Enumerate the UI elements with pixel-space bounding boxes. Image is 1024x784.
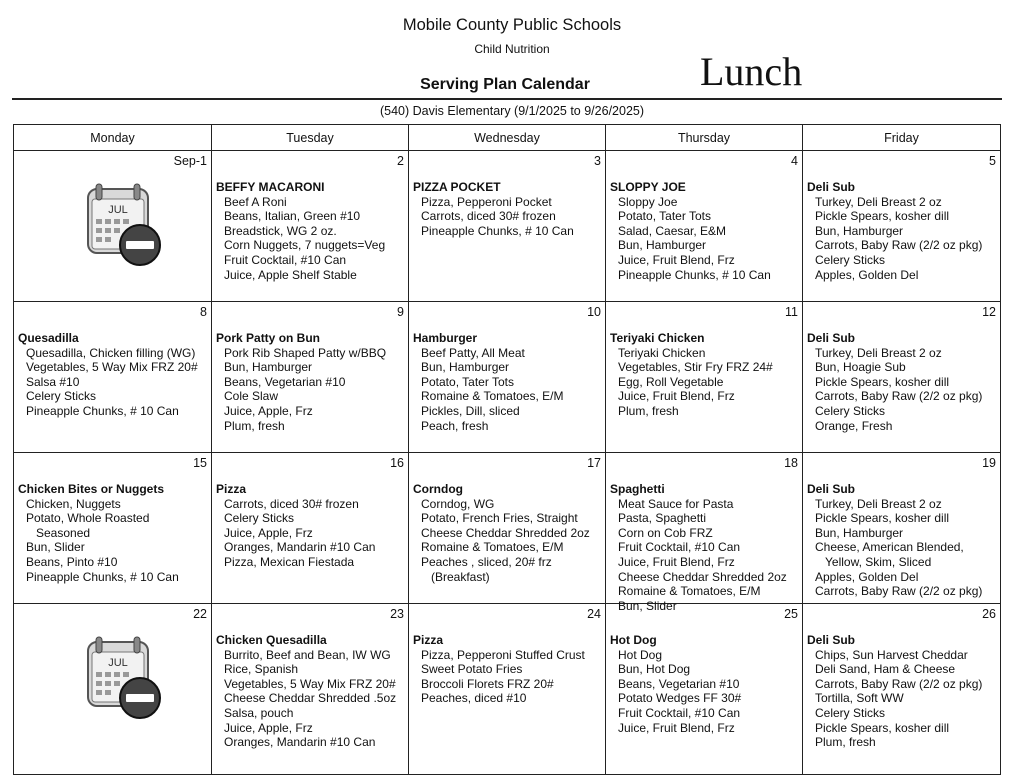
menu-item: Apples, Golden Del — [815, 569, 919, 584]
menu-item: Juice, Fruit Blend, Frz — [618, 252, 735, 267]
entree-title: Corndog — [413, 482, 463, 496]
menu-item-list — [610, 346, 798, 419]
menu-item: Bun, Hamburger — [224, 360, 313, 375]
entree-title: Deli Sub — [807, 180, 856, 194]
date-number: Sep-1 — [173, 154, 207, 168]
date-number: 9 — [397, 305, 404, 319]
menu-item-list — [807, 195, 996, 283]
day-cell — [803, 604, 1000, 774]
menu-item: Pickles, Dill, sliced — [421, 403, 520, 418]
day-cell — [409, 302, 606, 453]
entree-title: Pizza — [216, 482, 247, 496]
menu-item-list — [18, 346, 207, 419]
menu-item: Beans, Italian, Green #10 — [224, 209, 361, 224]
menu-item: Peach, fresh — [421, 418, 489, 433]
menu-item: Romaine & Tomatoes, E/M — [421, 540, 564, 555]
menu-item: Cheese, American Blended, — [815, 540, 964, 555]
organization-name: Mobile County Public Schools — [402, 16, 622, 34]
menu-item: Bun, Hamburger — [815, 223, 904, 238]
menu-item-list — [807, 648, 996, 750]
day-cell — [803, 453, 1000, 604]
svg-text:JUL: JUL — [108, 204, 128, 216]
no-school-calendar-icon — [78, 179, 168, 269]
menu-item: Breadstick, WG 2 oz. — [224, 223, 337, 238]
date-number: 16 — [390, 456, 404, 470]
menu-item: Plum, fresh — [618, 403, 679, 418]
menu-item: Egg, Roll Vegetable — [618, 374, 724, 389]
date-number: 4 — [791, 154, 798, 168]
menu-item-list — [807, 497, 996, 599]
menu-item: Teriyaki Chicken — [618, 345, 706, 360]
date-number: 19 — [982, 456, 996, 470]
menu-item: Juice, Fruit Blend, Frz — [618, 389, 735, 404]
day-header-thursday: Thursday — [606, 125, 803, 151]
menu-item: Bun, Hamburger — [618, 238, 707, 253]
date-number: 23 — [390, 607, 404, 621]
menu-item: Corn Nuggets, 7 nuggets=Veg — [224, 238, 386, 253]
entree-title: Hamburger — [413, 331, 478, 345]
day-cell — [14, 453, 212, 604]
date-number: 25 — [784, 607, 798, 621]
menu-item: Hot Dog — [618, 647, 663, 662]
menu-item: Broccoli Florets FRZ 20# — [421, 676, 554, 691]
menu-item: Bun, Slider — [26, 540, 85, 555]
menu-item-list — [610, 195, 798, 283]
menu-item: Apples, Golden Del — [815, 267, 919, 282]
entree-title: Quesadilla — [18, 331, 79, 345]
menu-item: Corndog, WG — [421, 496, 495, 511]
menu-item: Pineapple Chunks, # 10 Can — [26, 403, 179, 418]
date-number: 12 — [982, 305, 996, 319]
menu-item: Juice, Apple, Frz — [224, 525, 313, 540]
menu-item-list — [216, 346, 404, 434]
entree-title: Deli Sub — [807, 482, 856, 496]
day-header-wednesday: Wednesday — [409, 125, 606, 151]
entree-title: Pizza — [413, 633, 444, 647]
menu-item: Carrots, Baby Raw (2/2 oz pkg) — [815, 584, 983, 599]
menu-item: Bun, Slider — [618, 598, 677, 613]
menu-item: Pizza, Pepperoni Stuffed Crust — [421, 647, 585, 662]
day-cell — [409, 604, 606, 774]
menu-item: Tortilla, Soft WW — [815, 691, 904, 706]
menu-item: Bun, Hoagie Sub — [815, 360, 906, 375]
day-cell — [212, 151, 409, 302]
menu-item: Carrots, Baby Raw (2/2 oz pkg) — [815, 389, 983, 404]
menu-item: Pasta, Spaghetti — [618, 511, 707, 526]
menu-item: Salad, Caesar, E&M — [618, 223, 727, 238]
svg-text:JUL: JUL — [108, 657, 128, 669]
menu-item: Pork Rib Shaped Patty w/BBQ — [224, 345, 387, 360]
page-title: Serving Plan Calendar — [420, 76, 590, 93]
entree-title: Deli Sub — [807, 633, 856, 647]
date-number: 26 — [982, 607, 996, 621]
menu-item: Pizza, Mexican Fiestada — [224, 554, 355, 569]
department-name: Child Nutrition — [474, 42, 550, 56]
menu-item: Celery Sticks — [224, 511, 295, 526]
menu-item: Carrots, diced 30# frozen — [224, 496, 359, 511]
menu-item: Plum, fresh — [224, 418, 285, 433]
entree-title: Chicken Quesadilla — [216, 633, 327, 647]
menu-item: Quesadilla, Chicken filling (WG) — [26, 345, 196, 360]
day-cell — [803, 151, 1000, 302]
day-cell — [212, 302, 409, 453]
date-number: 15 — [193, 456, 207, 470]
menu-item: Chips, Sun Harvest Cheddar — [815, 647, 968, 662]
menu-item: Celery Sticks — [815, 403, 886, 418]
entree-title: Hot Dog — [610, 633, 657, 647]
date-number: 18 — [784, 456, 798, 470]
menu-item: Pickle Spears, kosher dill — [815, 720, 950, 735]
day-cell — [606, 302, 803, 453]
menu-item: Vegetables, Stir Fry FRZ 24# — [618, 360, 773, 375]
menu-item-list — [216, 497, 404, 570]
menu-item: Turkey, Deli Breast 2 oz — [815, 345, 942, 360]
menu-item: Turkey, Deli Breast 2 oz — [815, 496, 942, 511]
menu-item: Salsa #10 — [26, 374, 80, 389]
entree-title: PIZZA POCKET — [413, 180, 501, 194]
menu-item: Carrots, Baby Raw (2/2 oz pkg) — [815, 238, 983, 253]
menu-item: Rice, Spanish — [224, 662, 299, 677]
menu-item: Potato, Tater Tots — [421, 374, 514, 389]
menu-item: Salsa, pouch — [224, 705, 294, 720]
menu-item: Potato, French Fries, Straight — [421, 511, 578, 526]
menu-item: Beans, Vegetarian #10 — [618, 676, 740, 691]
menu-item: Juice, Apple, Frz — [224, 720, 313, 735]
day-cell — [212, 453, 409, 604]
day-cell — [212, 604, 409, 774]
date-number: 8 — [200, 305, 207, 319]
entree-title: SLOPPY JOE — [610, 180, 686, 194]
day-cell — [409, 151, 606, 302]
day-cell — [606, 604, 803, 774]
menu-item-list — [18, 497, 207, 585]
day-header-monday: Monday — [14, 125, 212, 151]
menu-item: Carrots, Baby Raw (2/2 oz pkg) — [815, 676, 983, 691]
menu-item: Romaine & Tomatoes, E/M — [421, 389, 564, 404]
menu-item: Potato, Tater Tots — [618, 209, 711, 224]
menu-item: Pizza, Pepperoni Pocket — [421, 194, 552, 209]
menu-item: Turkey, Deli Breast 2 oz — [815, 194, 942, 209]
menu-item: Celery Sticks — [815, 252, 886, 267]
menu-item: Celery Sticks — [26, 389, 97, 404]
menu-item: Bun, Hamburger — [815, 525, 904, 540]
menu-item: Fruit Cocktail, #10 Can — [618, 705, 741, 720]
date-number: 5 — [989, 154, 996, 168]
menu-item: Beef Patty, All Meat — [421, 345, 525, 360]
day-cell — [14, 151, 212, 302]
date-number: 3 — [594, 154, 601, 168]
menu-item: Beans, Pinto #10 — [26, 554, 118, 569]
menu-item: Oranges, Mandarin #10 Can — [224, 735, 376, 750]
menu-item: Juice, Fruit Blend, Frz — [618, 554, 735, 569]
day-header-friday: Friday — [803, 125, 1000, 151]
entree-title: Deli Sub — [807, 331, 856, 345]
date-number: 11 — [785, 305, 798, 319]
menu-item: Pineapple Chunks, # 10 Can — [618, 267, 771, 282]
menu-item: Pineapple Chunks, # 10 Can — [26, 569, 179, 584]
menu-item: Oranges, Mandarin #10 Can — [224, 540, 376, 555]
menu-item-list — [807, 346, 996, 434]
menu-item: Cheese Cheddar Shredded 2oz — [421, 525, 590, 540]
day-cell — [606, 151, 803, 302]
menu-item: Seasoned — [36, 525, 91, 540]
menu-item: Cole Slaw — [224, 389, 279, 404]
menu-item: Pickle Spears, kosher dill — [815, 511, 950, 526]
school-date-range: (540) Davis Elementary (9/1/2025 to 9/26/2025) — [379, 104, 645, 118]
menu-item: Sloppy Joe — [618, 194, 678, 209]
day-cell — [803, 302, 1000, 453]
menu-item-list — [413, 346, 601, 434]
entree-title: Pork Patty on Bun — [216, 331, 321, 345]
menu-item: Chicken, Nuggets — [26, 496, 121, 511]
date-number: 2 — [397, 154, 404, 168]
menu-item: Yellow, Skim, Sliced — [825, 554, 932, 569]
menu-item: Burrito, Beef and Bean, IW WG — [224, 647, 391, 662]
menu-item: Fruit Cocktail, #10 Can — [224, 252, 347, 267]
menu-item: Pickle Spears, kosher dill — [815, 209, 950, 224]
menu-item-list — [413, 195, 601, 239]
meal-label: Lunch — [700, 49, 803, 94]
menu-item: Vegetables, 5 Way Mix FRZ 20# — [26, 360, 198, 375]
entree-title: BEFFY MACARONI — [216, 180, 325, 194]
menu-item: Juice, Fruit Blend, Frz — [618, 720, 735, 735]
menu-item: Plum, fresh — [815, 735, 876, 750]
menu-item: Fruit Cocktail, #10 Can — [618, 540, 741, 555]
menu-item-list — [413, 497, 601, 585]
menu-item: Corn on Cob FRZ — [618, 525, 713, 540]
menu-item: Pineapple Chunks, # 10 Can — [421, 223, 574, 238]
menu-item-list — [216, 195, 404, 283]
menu-item: Bun, Hot Dog — [618, 662, 691, 677]
menu-item: Peaches , sliced, 20# frz — [421, 554, 552, 569]
menu-item: Beans, Vegetarian #10 — [224, 374, 346, 389]
menu-item: Vegetables, 5 Way Mix FRZ 20# — [224, 676, 396, 691]
menu-item: Romaine & Tomatoes, E/M — [618, 584, 761, 599]
day-cell — [606, 453, 803, 613]
day-cell — [14, 604, 212, 774]
menu-item: Pickle Spears, kosher dill — [815, 374, 950, 389]
date-number: 22 — [193, 607, 207, 621]
date-number: 10 — [587, 305, 601, 319]
date-number: 24 — [587, 607, 601, 621]
menu-item-list — [610, 497, 798, 614]
menu-item: Juice, Apple, Frz — [224, 403, 313, 418]
menu-item: Bun, Hamburger — [421, 360, 510, 375]
menu-item: Celery Sticks — [815, 705, 886, 720]
header-divider — [12, 98, 1002, 100]
menu-item: Meat Sauce for Pasta — [618, 496, 734, 511]
calendar-grid — [13, 124, 1001, 775]
date-number: 17 — [587, 456, 601, 470]
menu-item: (Breakfast) — [431, 569, 490, 584]
day-cell — [14, 302, 212, 453]
menu-item-list — [216, 648, 404, 750]
menu-item: Peaches, diced #10 — [421, 691, 527, 706]
menu-item: Orange, Fresh — [815, 418, 893, 433]
entree-title: Chicken Bites or Nuggets — [18, 482, 165, 496]
menu-item: Potato Wedges FF 30# — [618, 691, 742, 706]
menu-item: Cheese Cheddar Shredded .5oz — [224, 691, 397, 706]
menu-item: Potato, Whole Roasted — [26, 511, 150, 526]
entree-title: Spaghetti — [610, 482, 665, 496]
menu-item: Deli Sand, Ham & Cheese — [815, 662, 956, 677]
menu-item: Cheese Cheddar Shredded 2oz — [618, 569, 787, 584]
menu-item: Beef A Roni — [224, 194, 287, 209]
entree-title: Teriyaki Chicken — [610, 331, 705, 345]
day-header-tuesday: Tuesday — [212, 125, 409, 151]
menu-item-list — [413, 648, 601, 706]
menu-item-list — [610, 648, 798, 736]
no-school-calendar-icon — [78, 632, 168, 722]
menu-item: Sweet Potato Fries — [421, 662, 523, 677]
day-cell — [409, 453, 606, 604]
menu-item: Juice, Apple Shelf Stable — [224, 267, 357, 282]
menu-item: Carrots, diced 30# frozen — [421, 209, 556, 224]
